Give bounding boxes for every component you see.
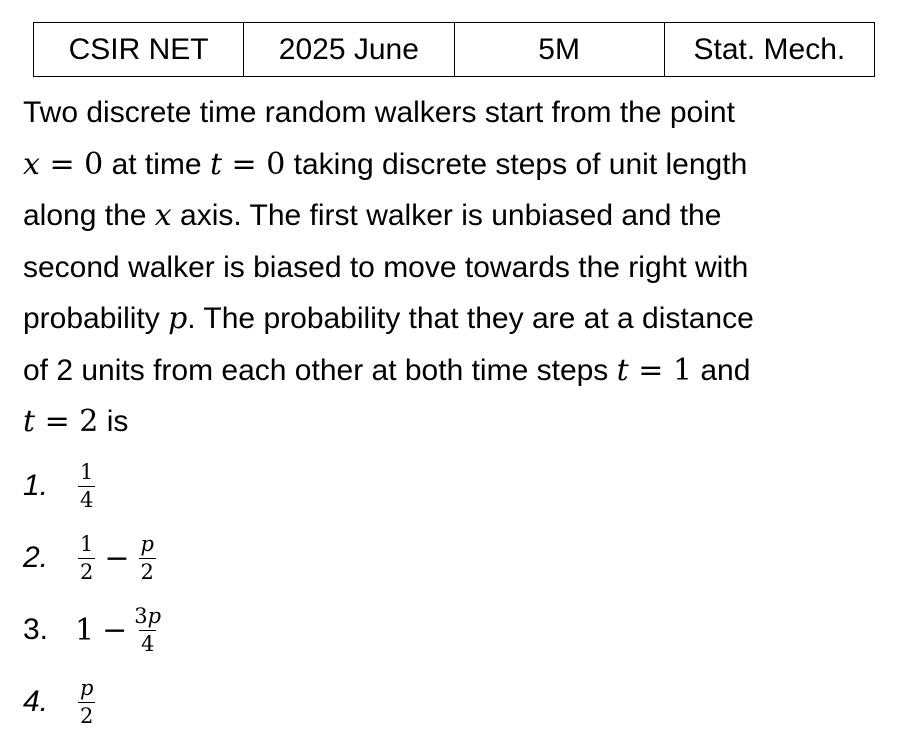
question-line-5: probability p. The probability that they are at a distance — [23, 301, 754, 336]
option-number: 1. — [23, 469, 49, 502]
question-line-6: of 2 units from each other at both time steps t = 1 and — [23, 352, 751, 388]
header-row — [34, 23, 875, 77]
header-session: 2025 June — [244, 23, 454, 77]
question-line-4: second walker is biased to move towards the right with — [23, 250, 749, 284]
minus-sign: − — [104, 540, 130, 576]
question-line-1: Two discrete time random walkers start from the point — [23, 96, 735, 129]
header-marks: 5M — [454, 23, 664, 77]
fraction: $\frac{3p}{4}$ — [134, 603, 162, 656]
header-table — [33, 22, 875, 77]
header-subject: Stat. Mech. — [664, 23, 874, 77]
option-2[interactable] — [23, 522, 623, 594]
option-number: 3. — [23, 613, 49, 646]
option-number: 4. — [23, 685, 49, 718]
fraction: $\frac{p}{2}$ — [140, 531, 154, 584]
option-1[interactable] — [23, 450, 623, 522]
question-line-3: along the x axis. The first walker is unbiased and the — [23, 198, 722, 233]
lead-term: 1 — [75, 612, 95, 648]
fraction: $\frac{1}{2}$ — [80, 531, 94, 584]
fraction: $\frac{1}{4}$ — [80, 459, 94, 512]
option-4[interactable] — [23, 666, 623, 738]
minus-sign: − — [102, 612, 128, 648]
question-line-7: t = 2 is — [23, 404, 129, 439]
header-exam: CSIR NET — [34, 23, 244, 77]
question-line-2: x = 0 at time t = 0 taking discrete steps of unit length — [23, 146, 748, 182]
option-3[interactable] — [23, 594, 623, 666]
answer-options — [23, 450, 623, 738]
fraction: $\frac{p}{2}$ — [80, 675, 94, 728]
option-number: 2. — [23, 541, 49, 574]
question-text — [23, 87, 893, 448]
